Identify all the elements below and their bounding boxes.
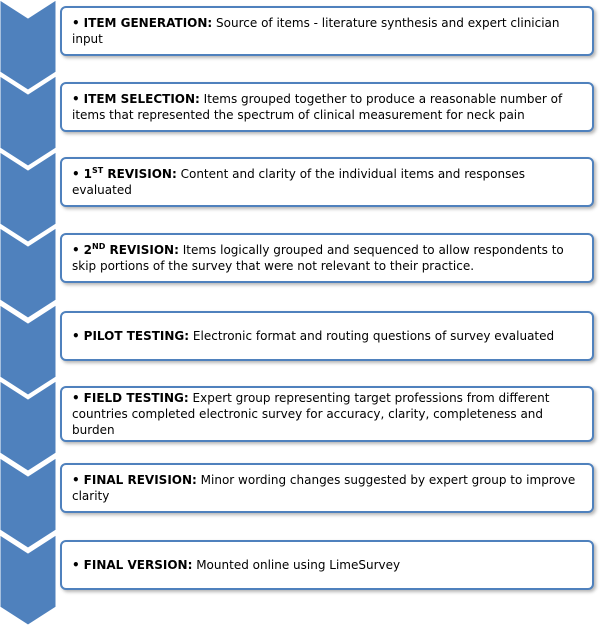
bullet-icon: • — [72, 391, 80, 405]
bullet-icon: • — [72, 473, 80, 487]
bullet-icon: • — [72, 92, 80, 106]
step-final-revision — [60, 463, 594, 513]
step-description: Items logically grouped and sequenced to allow respondents to skip portions of the survey that were not relevant to their practice. — [72, 243, 564, 273]
bullet-icon: • — [72, 558, 80, 572]
step-heading: PILOT TESTING: — [83, 329, 190, 343]
step-description: Content and clarity of the individual items and responses evaluated — [72, 167, 525, 197]
step-heading: ITEM GENERATION: — [83, 16, 213, 30]
step-pilot-testing — [60, 311, 594, 361]
step-description: Items grouped together to produce a reasonable number of items that represented the spectrum of clinical measurement for neck pain — [72, 92, 563, 122]
step-field-testing — [60, 386, 594, 442]
step-description: Minor wording changes suggested by expert group to improve clarity — [72, 473, 576, 503]
bullet-icon: • — [72, 16, 80, 30]
step-item-selection — [60, 82, 594, 132]
step-heading: FIELD TESTING: — [83, 391, 189, 405]
step-description: Electronic format and routing questions of survey evaluated — [192, 329, 555, 343]
step-first-revision — [60, 157, 594, 207]
chevron-arrow-1 — [0, 0, 56, 90]
step-description: Mounted online using LimeSurvey — [196, 558, 401, 572]
step-item-generation — [60, 6, 594, 56]
bullet-icon: • — [72, 167, 80, 181]
step-heading: 1ST REVISION: — [83, 166, 177, 181]
step-description: Expert group representing target professions from different countries completed electronic survey for accuracy, clarity, completeness and burden — [72, 391, 550, 437]
step-final-version — [60, 540, 594, 590]
step-description: Source of items - literature synthesis and expert clinician input — [72, 16, 560, 46]
step-heading: FINAL VERSION: — [83, 558, 193, 572]
step-heading: ITEM SELECTION: — [83, 92, 200, 106]
step-second-revision — [60, 233, 594, 283]
step-heading: FINAL REVISION: — [83, 473, 197, 487]
bullet-icon: • — [72, 243, 80, 257]
step-heading: 2ND REVISION: — [83, 242, 179, 257]
bullet-icon: • — [72, 329, 80, 343]
